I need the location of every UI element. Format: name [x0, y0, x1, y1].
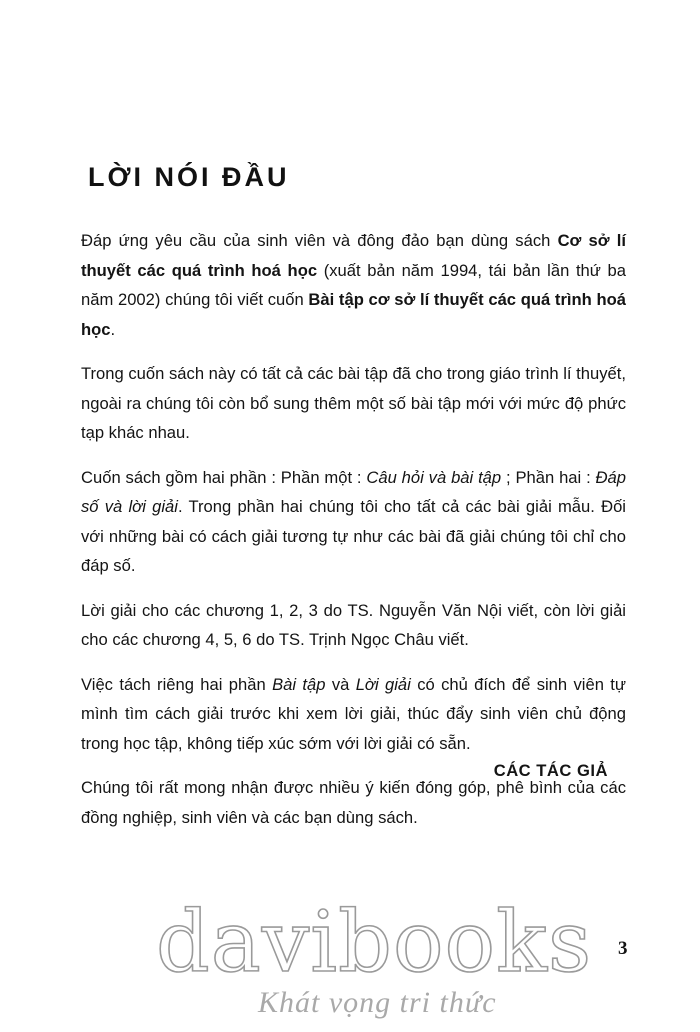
watermark-tagline: Khát vọng tri thức	[258, 986, 497, 1019]
paragraph-2-text: Trong cuốn sách này có tất cả các bài tập đã cho trong giáo trình lí thuyết, ngoài ra chúng tôi còn bổ sung thêm một số bài tập mới với mức độ phức tạp khác nhau.	[81, 364, 626, 442]
paragraph-6	[81, 773, 626, 832]
paragraph-1	[81, 226, 626, 344]
part-two-title: Đáp số và lời giải	[81, 467, 626, 516]
authors-signature: CÁC TÁC GIẢ	[493, 761, 608, 780]
paragraph-5-text: Việc tách riêng hai phần	[81, 674, 273, 694]
paragraph-1-end: .	[110, 319, 116, 339]
book-title-reference: Cơ sở lí thuyết các quá trình hoá học	[81, 231, 626, 280]
preface-body	[81, 226, 626, 847]
page-title: LỜI NÓI ĐẦU	[88, 162, 290, 192]
paragraph-2	[81, 359, 626, 448]
solutions-term: Lời giải	[355, 674, 411, 694]
paragraph-5	[81, 670, 626, 759]
paragraph-4	[81, 596, 626, 655]
paragraph-3-text-end: . Trong phần hai chúng tôi cho tất cả các bài giải mẫu. Đối với những bài có cách giải tương tự như các bài đã giải chúng tôi chỉ cho đáp số.	[81, 497, 626, 575]
paragraph-3-text-cont: ; Phần hai :	[501, 467, 596, 487]
paragraph-1-text: Đáp ứng yêu cầu của sinh viên và đông đảo bạn dùng sách	[81, 231, 558, 250]
part-one-title: Câu hỏi và bài tập	[366, 467, 502, 487]
paragraph-3	[81, 463, 626, 581]
paragraph-3-text: Cuốn sách gồm hai phần : Phần một :	[81, 467, 367, 487]
watermark-logo: davibooks	[156, 893, 593, 991]
page-number: 3	[618, 938, 628, 959]
exercises-term: Bài tập	[272, 674, 326, 694]
paragraph-4-text: Lời giải cho các chương 1, 2, 3 do TS. Nguyễn Văn Nội viết, còn lời giải cho các chương 4, 5, 6 do TS. Trịnh Ngọc Châu viết.	[81, 600, 626, 649]
paragraph-1-text-cont: (xuất bản năm 1994, tái bản lần thứ ba năm 2002) chúng tôi viết cuốn	[81, 260, 626, 309]
paragraph-5-conj: và	[325, 674, 356, 694]
paragraph-6-text: Chúng tôi rất mong nhận được nhiều ý kiến đóng góp, phê bình của các đồng nghiệp, sinh viên và các bạn dùng sách.	[81, 778, 626, 827]
exercise-book-title: Bài tập cơ sở lí thuyết các quá trình hoá học	[81, 290, 626, 339]
paragraph-5-text-end: có chủ đích để sinh viên tự mình tìm cách giải trước khi xem lời giải, thúc đẩy sinh viên chủ động trong học tập, không tiếp xúc sớm với lời giải có sẵn.	[81, 674, 626, 753]
